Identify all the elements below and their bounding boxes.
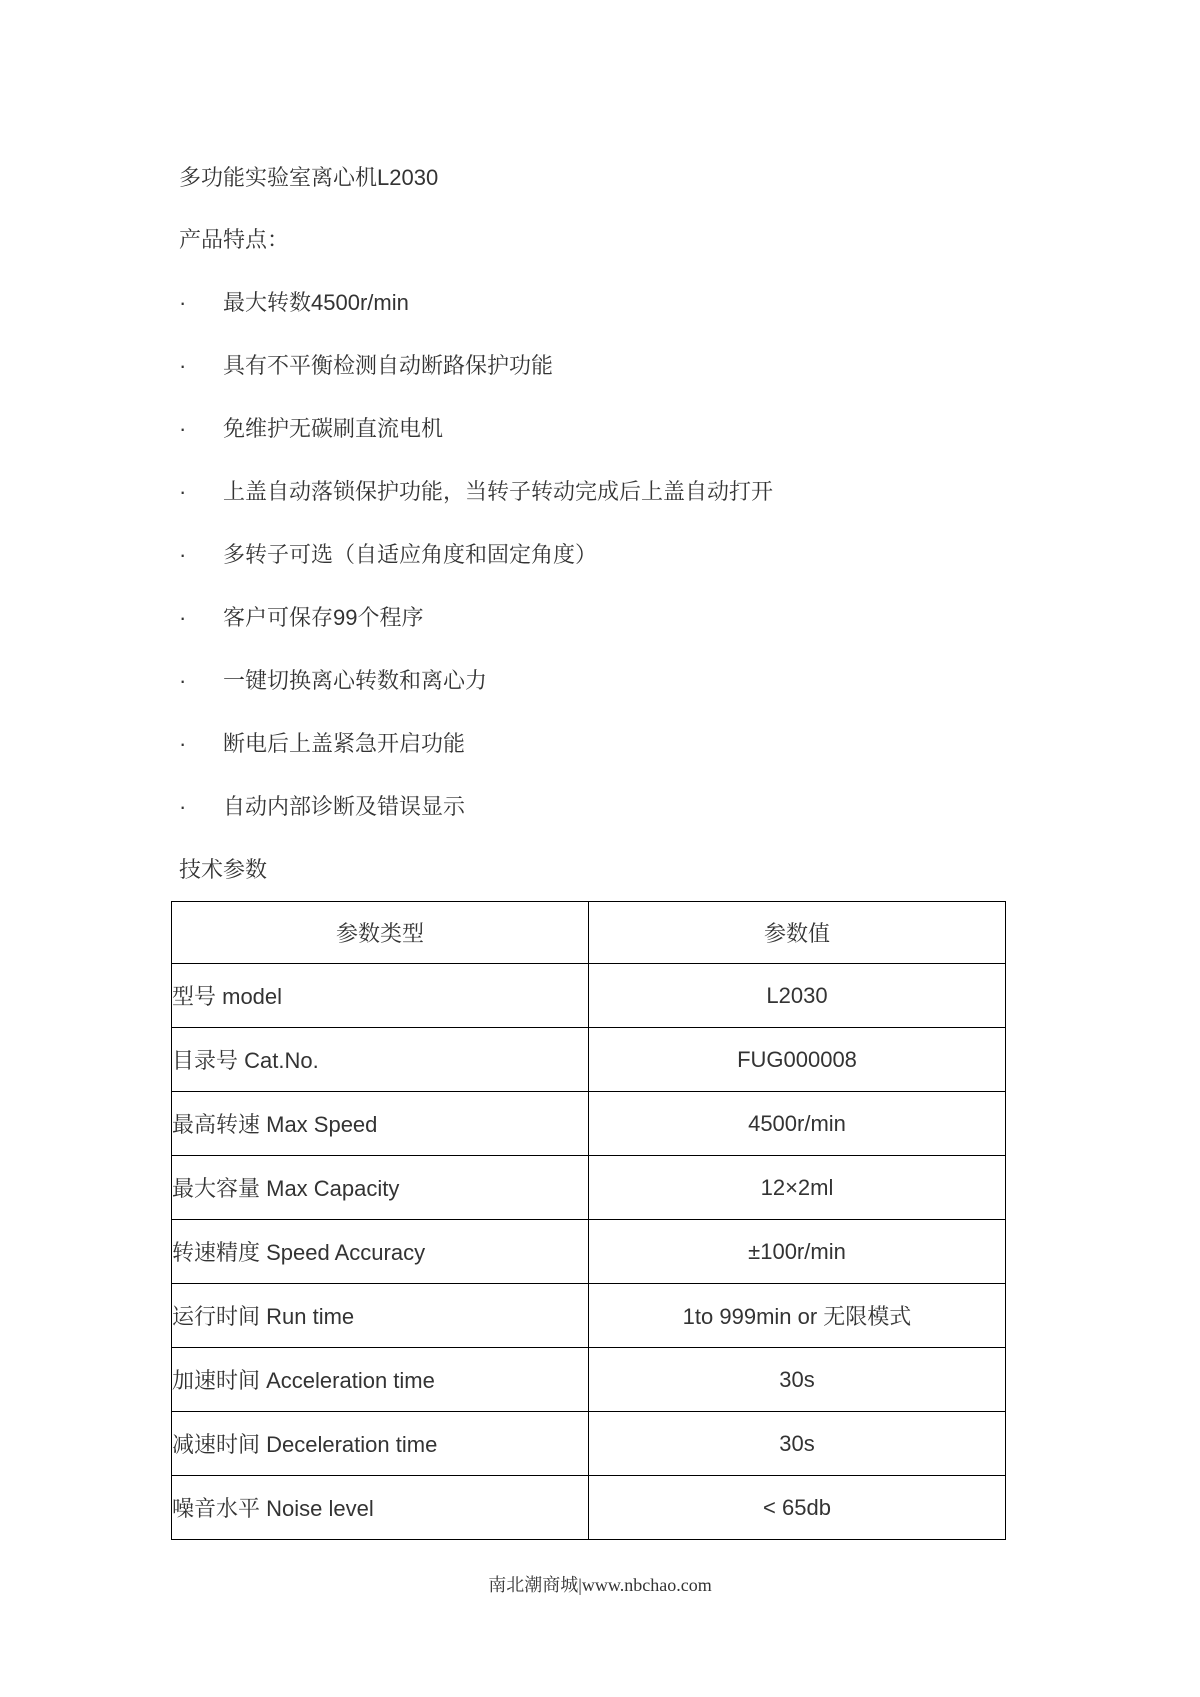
- table-row: [172, 1476, 1006, 1540]
- param-label: 最高转速 Max Speed: [172, 1092, 589, 1156]
- feature-text: 具有不平衡检测自动断路保护功能: [223, 353, 554, 378]
- bullet-icon: ·: [179, 479, 187, 504]
- features-heading: 产品特点：: [179, 227, 290, 252]
- bullet-icon: ·: [179, 731, 187, 756]
- feature-item: [179, 523, 1200, 586]
- table-row: [172, 1348, 1006, 1412]
- feature-text: 上盖自动落锁保护功能，当转子转动完成后上盖自动打开: [223, 479, 774, 504]
- feature-item: [179, 649, 1200, 712]
- table-row: [172, 964, 1006, 1028]
- bullet-icon: ·: [179, 416, 187, 441]
- column-header-parameter-value: 参数值: [589, 902, 1006, 964]
- table-row: [172, 1092, 1006, 1156]
- table-row: [172, 1028, 1006, 1092]
- feature-text: 一键切换离心转数和离心力: [223, 668, 488, 693]
- table-row: [172, 1220, 1006, 1284]
- bullet-icon: ·: [179, 290, 187, 315]
- bullet-icon: ·: [179, 542, 187, 567]
- bullet-icon: ·: [179, 605, 187, 630]
- param-label: 减速时间 Deceleration time: [172, 1412, 589, 1476]
- feature-text: 多转子可选（自适应角度和固定角度）: [223, 542, 598, 567]
- param-value: L2030: [589, 964, 1006, 1028]
- page-footer: 南北潮商城|www.nbchao.com: [488, 1575, 712, 1595]
- param-value: FUG000008: [589, 1028, 1006, 1092]
- bullet-icon: ·: [179, 794, 187, 819]
- feature-item: [179, 586, 1200, 649]
- feature-item: [179, 712, 1200, 775]
- bullet-icon: ·: [179, 353, 187, 378]
- feature-text: 免维护无碳刷直流电机: [223, 416, 444, 441]
- specs-heading: 技术参数: [179, 857, 268, 882]
- table-header-row: [172, 902, 1006, 964]
- page-title: 多功能实验室离心机L2030: [179, 165, 439, 190]
- param-label: 运行时间 Run time: [172, 1284, 589, 1348]
- param-label: 噪音水平 Noise level: [172, 1476, 589, 1540]
- feature-item: [179, 775, 1200, 838]
- param-value: 1to 999min or 无限模式: [589, 1284, 1006, 1348]
- feature-text: 最大转数4500r/min: [223, 290, 409, 315]
- column-header-parameter-type: 参数类型: [172, 902, 589, 964]
- specs-table: [171, 901, 1006, 1540]
- param-label: 型号 model: [172, 964, 589, 1028]
- feature-item: [179, 334, 1200, 397]
- table-row: [172, 1412, 1006, 1476]
- param-label: 加速时间 Acceleration time: [172, 1348, 589, 1412]
- feature-text: 断电后上盖紧急开启功能: [223, 731, 466, 756]
- param-value: ±100r/min: [589, 1220, 1006, 1284]
- feature-text: 自动内部诊断及错误显示: [223, 794, 466, 819]
- param-value: < 65db: [589, 1476, 1006, 1540]
- feature-item: [179, 397, 1200, 460]
- feature-text: 客户可保存99个程序: [223, 605, 424, 630]
- param-label: 最大容量 Max Capacity: [172, 1156, 589, 1220]
- table-row: [172, 1284, 1006, 1348]
- param-value: 30s: [589, 1412, 1006, 1476]
- param-value: 30s: [589, 1348, 1006, 1412]
- bullet-icon: ·: [179, 668, 187, 693]
- table-row: [172, 1156, 1006, 1220]
- feature-item: [179, 460, 1200, 523]
- param-label: 转速精度 Speed Accuracy: [172, 1220, 589, 1284]
- param-value: 4500r/min: [589, 1092, 1006, 1156]
- param-value: 12×2ml: [589, 1156, 1006, 1220]
- param-label: 目录号 Cat.No.: [172, 1028, 589, 1092]
- feature-item: [179, 271, 1200, 334]
